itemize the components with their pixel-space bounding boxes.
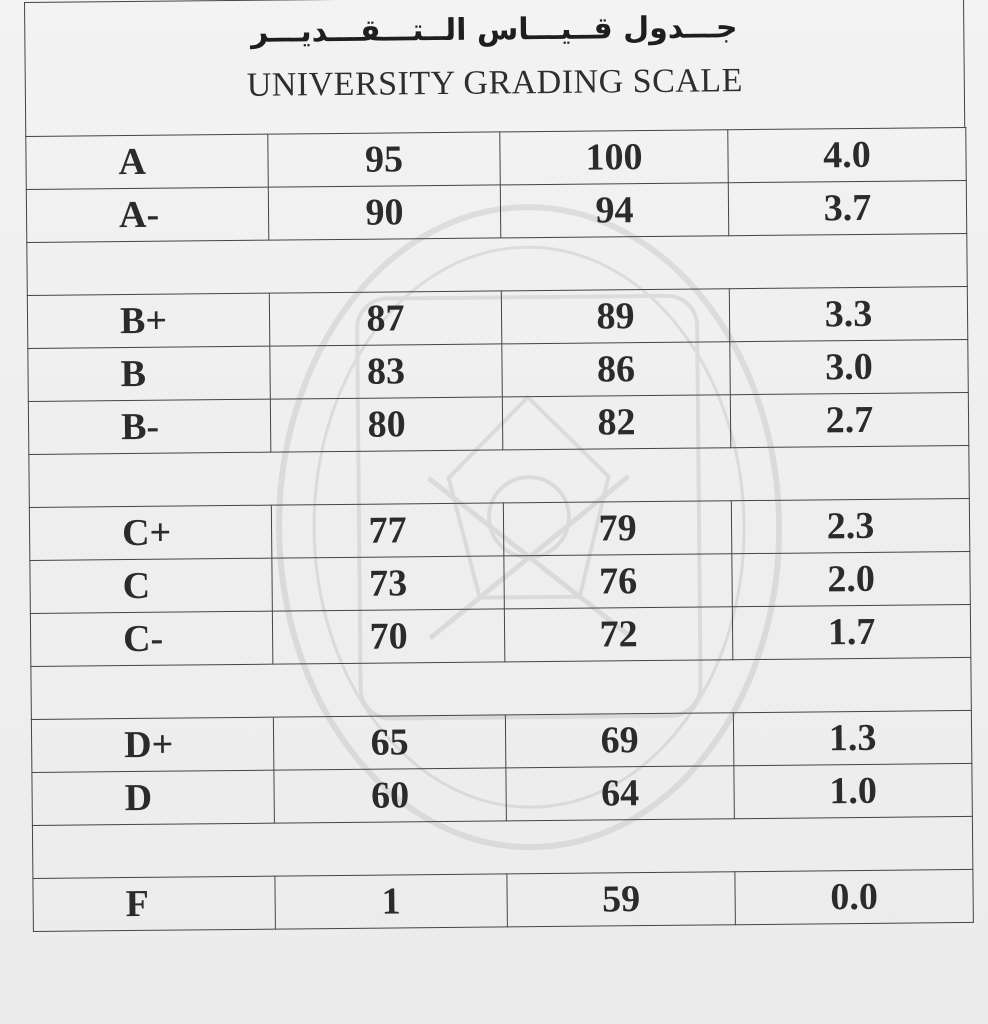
grade-letter: A- <box>26 187 268 242</box>
grade-row-c-minus <box>30 604 970 666</box>
grade-letter: B <box>28 346 270 401</box>
grade-letter: F <box>33 876 275 931</box>
separator-cell <box>31 657 971 719</box>
grade-max-score: 72 <box>504 607 732 662</box>
group-separator <box>31 657 971 719</box>
grade-min-score: 70 <box>272 609 504 664</box>
title-arabic: جـــدول قــيـــاس الــتـــقـــديـــر <box>250 10 738 50</box>
group-separator <box>29 445 969 507</box>
grade-max-score: 76 <box>504 554 732 609</box>
grade-points: 2.3 <box>731 498 969 553</box>
grade-min-score: 77 <box>271 503 503 558</box>
grade-points: 3.0 <box>730 339 968 394</box>
grade-min-score: 73 <box>272 556 504 611</box>
grade-row-b <box>28 339 968 401</box>
grade-letter: C <box>30 558 272 613</box>
grade-max-score: 89 <box>501 289 729 344</box>
grade-letter: A <box>26 134 268 189</box>
grade-row-c <box>30 551 970 613</box>
grading-scale-table <box>25 127 974 932</box>
separator-cell <box>27 233 967 295</box>
separator-cell <box>32 816 972 878</box>
grade-min-score: 65 <box>273 715 505 770</box>
table-header <box>24 0 965 136</box>
grade-max-score: 94 <box>500 183 728 238</box>
grade-points: 4.0 <box>728 127 966 182</box>
grade-row-d-plus <box>31 710 971 772</box>
grade-min-score: 87 <box>269 291 501 346</box>
grade-row-b-minus <box>28 392 968 454</box>
grade-points: 1.3 <box>733 710 971 765</box>
grade-min-score: 83 <box>270 344 502 399</box>
grade-row-c-plus <box>29 498 969 560</box>
grade-row-a-minus <box>26 180 966 242</box>
grade-points: 1.0 <box>734 763 972 818</box>
grade-letter: C+ <box>29 505 271 560</box>
grade-row-d <box>32 763 972 825</box>
grade-max-score: 64 <box>506 766 734 821</box>
grade-points: 3.7 <box>728 180 966 235</box>
grade-row-f <box>33 869 973 931</box>
grading-sheet <box>24 0 975 962</box>
grade-max-score: 79 <box>503 501 731 556</box>
grade-max-score: 82 <box>502 395 730 450</box>
grade-row-b-plus <box>27 286 967 348</box>
grade-letter: C- <box>30 611 272 666</box>
grade-points: 2.7 <box>730 392 968 447</box>
grade-max-score: 59 <box>507 872 735 927</box>
grade-min-score: 90 <box>268 185 500 240</box>
group-separator <box>27 233 967 295</box>
grade-letter: D <box>32 770 274 825</box>
grade-row-a <box>26 127 966 189</box>
grade-points: 0.0 <box>735 869 973 924</box>
separator-cell <box>29 445 969 507</box>
grade-points: 1.7 <box>732 604 970 659</box>
grade-max-score: 86 <box>502 342 730 397</box>
grade-letter: B+ <box>27 293 269 348</box>
grade-letter: D+ <box>31 717 273 772</box>
grade-points: 2.0 <box>732 551 970 606</box>
grade-max-score: 69 <box>505 713 733 768</box>
grade-max-score: 100 <box>500 130 728 185</box>
grade-letter: B- <box>28 399 270 454</box>
grade-min-score: 1 <box>275 874 507 929</box>
title-english: UNIVERSITY GRADING SCALE <box>246 62 744 104</box>
grade-min-score: 60 <box>274 768 506 823</box>
grade-points: 3.3 <box>729 286 967 341</box>
grade-min-score: 95 <box>268 132 500 187</box>
grade-min-score: 80 <box>270 397 502 452</box>
group-separator <box>32 816 972 878</box>
